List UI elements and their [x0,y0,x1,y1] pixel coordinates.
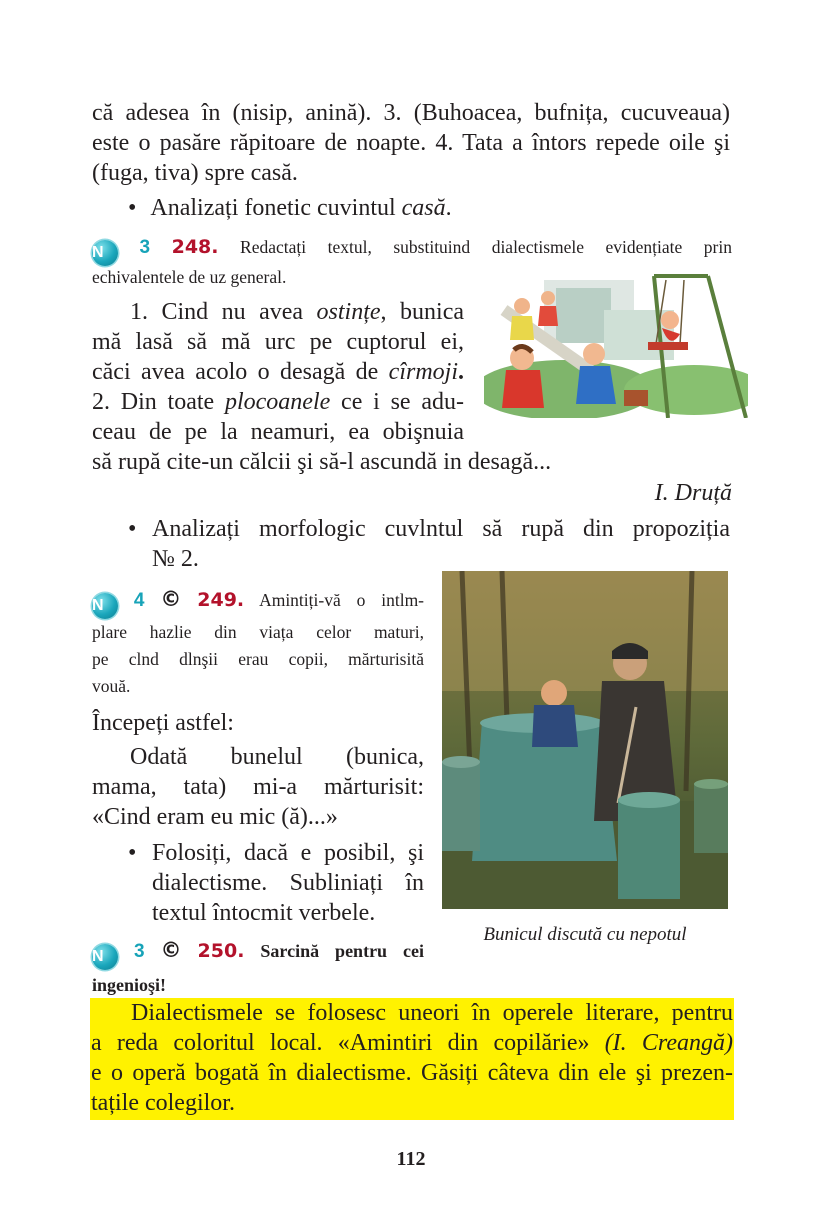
text-line: căci avea acolo o desagă de [92,359,389,385]
exercise-number: 250. [197,940,245,962]
n-badge-icon: N [92,944,118,970]
bullet: • [128,195,137,221]
highlighted-paragraph [90,998,734,1120]
difficulty-level: 3 [133,941,145,962]
exercise-248-text [92,297,464,447]
difficulty-level: 4 [133,590,145,611]
instruction-text: pe clnd dlnşii erau copii, mărturisită [92,649,424,669]
text-line: 2. Din toate [92,389,225,415]
dialectism: plocoanele [224,389,331,415]
text-line: textul întocmit verbele. [152,900,376,926]
text-line: ce i se adu- [330,389,465,415]
author: I. Druță [654,480,732,506]
italic-word: casă [401,195,446,221]
instruction-text: vouă. [92,676,131,696]
exercise-number: 249. [197,589,245,611]
playground-illustration [484,270,748,418]
task-use-dialectisms [128,838,424,928]
page-number: 112 [396,1148,426,1170]
difficulty-level: 3 [139,237,151,258]
text-line: că adesea în (nisip, anină). 3. (Buhoacea, bufnița, cucuveaua) [92,100,730,126]
grandfather-photo [442,571,728,909]
text-line: dialectisme. Subliniați în [152,870,424,896]
text-line: Odată bunelul (bunica, [130,744,424,770]
text-line: mama, tata) mi-a mărturisit: [92,774,424,800]
instruction-text: echivalentele de uz general. [92,267,287,287]
text-line: «Cind eram eu mic (ă)...» [92,804,338,830]
text-line: ceau de pe la neamuri, ea obişnuia [92,419,464,445]
task-analyze-morphologic [128,514,730,574]
text-line: 1. Cind nu avea [130,299,317,325]
start-prompt: Începeți astfel: [92,710,234,736]
text-line: № 2. [152,546,199,572]
photo-caption: Bunicul discută cu nepotul [483,924,687,945]
intro-paragraph [92,98,730,188]
text-line: e o operă bogată în dialectisme. Găsiți câteva din ele şi prezen- [91,1060,733,1086]
exercise-249-instruction [92,586,424,700]
copyright-icon: © [160,938,182,962]
instruction-text: Redactați textul, substituind dialectismele evidențiate prin [240,237,732,257]
instruction-text: Sarcină pentru cei [260,941,425,961]
instruction-text: ingenioşi! [92,975,167,995]
quote-block [92,742,424,832]
text-line: este o pasăre răpitoare de noapte. 4. Tata a întors repede oile şi [92,130,730,156]
text-line: Analizați morfologic cuvlntul să rupă din propoziția [152,516,730,542]
n-badge-icon: N [92,240,118,266]
exercise-250-instruction [92,935,424,1001]
dialectism: ostințe [316,299,381,325]
text-line: mă lasă să mă urc pe cuptorul ei, [92,329,464,355]
punct: . [458,359,464,385]
dialectism: cîrmoji [388,359,458,385]
instruction-text: plare hazlie din viața celor maturi, [92,622,424,642]
text-line: să rupă cite-un călcii şi să-l ascundă in desagă... [92,449,552,475]
bullet: • [128,840,137,866]
instruction-text: Amintiți-vă o intlm- [259,590,425,610]
text-line: Folosiți, dacă e posibil, şi [152,840,424,866]
task-text: Analizați fonetic cuvintul [150,195,402,221]
text-line: (fuga, tiva) spre casă. [92,160,298,186]
copyright-icon: © [160,587,182,611]
punct: . [445,195,452,221]
text-line: Dialectismele se folosesc uneori în operele literare, pentru [131,1000,733,1026]
task-analyze-phonetic [128,193,728,223]
text-line: tațile colegilor. [91,1090,235,1116]
author-reference: (I. Creangă) [604,1030,733,1056]
n-badge-icon: N [92,593,118,619]
exercise-number: 248. [171,236,219,258]
bullet: • [128,516,137,542]
text-line: a reda coloritul local. «Amintiri din copilărie» [91,1030,605,1056]
text-line: , bunica [380,299,464,325]
